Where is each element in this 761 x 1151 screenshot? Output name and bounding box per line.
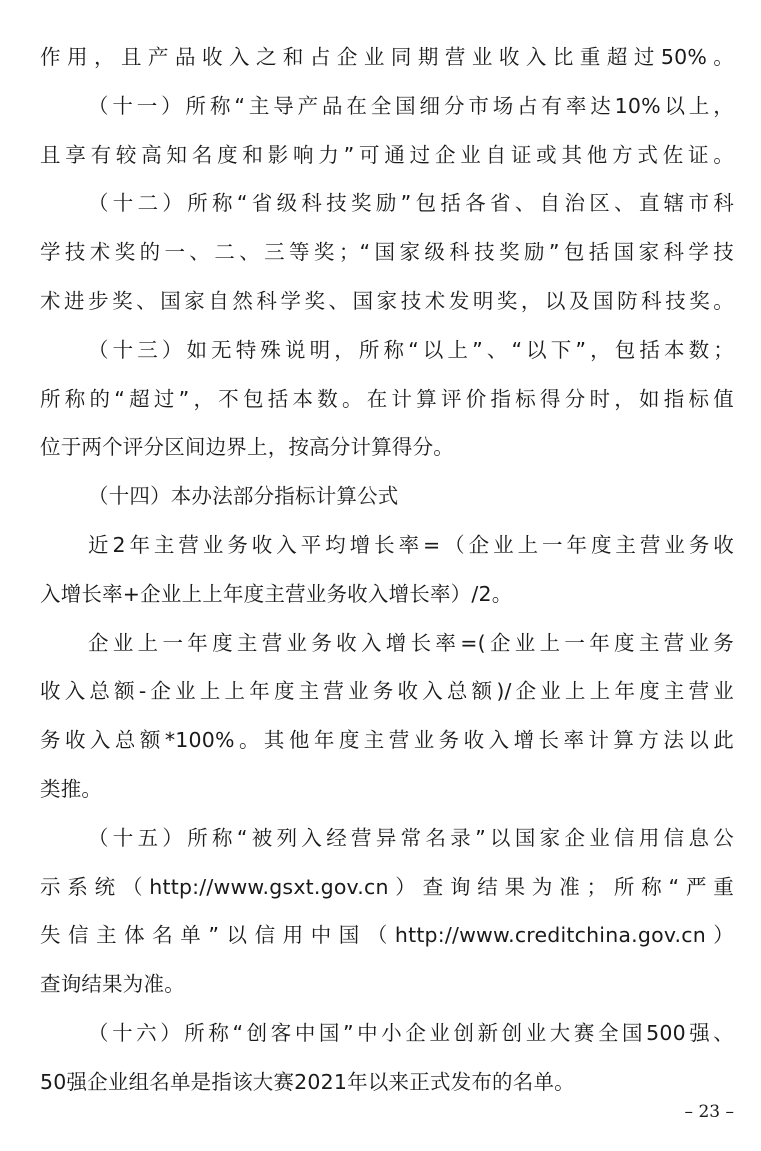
text-line: 近2年主营业务收入平均增长率=（企业上一年度主营业务收 xyxy=(88,532,734,557)
text-line: 收入总额-企业上上年度主营业务收入总额)/企业上上年度主营业 xyxy=(40,679,734,704)
text-line: 类推。 xyxy=(40,776,103,801)
text-line: 位于两个评分区间边界上，按高分计算得分。 xyxy=(40,435,454,460)
text-line: 示系统（http://www.gsxt.gov.cn）查询结果为准；所称“严重 xyxy=(40,874,734,899)
text-line: 入增长率+企业上上年度主营业务收入增长率）/2。 xyxy=(40,581,513,606)
text-line: 50强企业组名单是指该大赛2021年以来正式发布的名单。 xyxy=(40,1069,575,1094)
text-line: （十一）所称“主导产品在全国细分市场占有率达10%以上， xyxy=(88,93,734,118)
text-line: 所称的“超过”，不包括本数。在计算评价指标得分时，如指标值 xyxy=(40,386,734,411)
document-body xyxy=(40,40,734,1114)
text-line: （十六）所称“创客中国”中小企业创新创业大赛全国500强、 xyxy=(88,1020,734,1045)
text-line: （十三）如无特殊说明，所称“以上”、“以下”，包括本数； xyxy=(88,337,734,362)
text-line: 且享有较高知名度和影响力”可通过企业自证或其他方式佐证。 xyxy=(40,142,734,167)
text-line: （十五）所称“被列入经营异常名录”以国家企业信用信息公 xyxy=(88,825,734,850)
page-number: – 23 – xyxy=(684,1102,734,1122)
text-line: 查询结果为准。 xyxy=(40,972,185,997)
text-line: 术进步奖、国家自然科学奖、国家技术发明奖，以及国防科技奖。 xyxy=(40,288,734,313)
text-line: 作用，且产品收入之和占企业同期营业收入比重超过50%。 xyxy=(40,45,734,69)
text-line: 务收入总额*100%。其他年度主营业务收入增长率计算方法以此 xyxy=(40,728,734,753)
text-line: 学技术奖的一、二、三等奖；“国家级科技奖励”包括国家科学技 xyxy=(40,240,734,265)
text-line: （十四）本办法部分指标计算公式 xyxy=(88,484,399,509)
text-line: 失信主体名单”以信用中国（http://www.creditchina.gov.cn） xyxy=(40,923,734,948)
text-line: 企业上一年度主营业务收入增长率=(企业上一年度主营业务 xyxy=(88,630,734,655)
text-line: （十二）所称“省级科技奖励”包括各省、自治区、直辖市科 xyxy=(88,191,734,216)
